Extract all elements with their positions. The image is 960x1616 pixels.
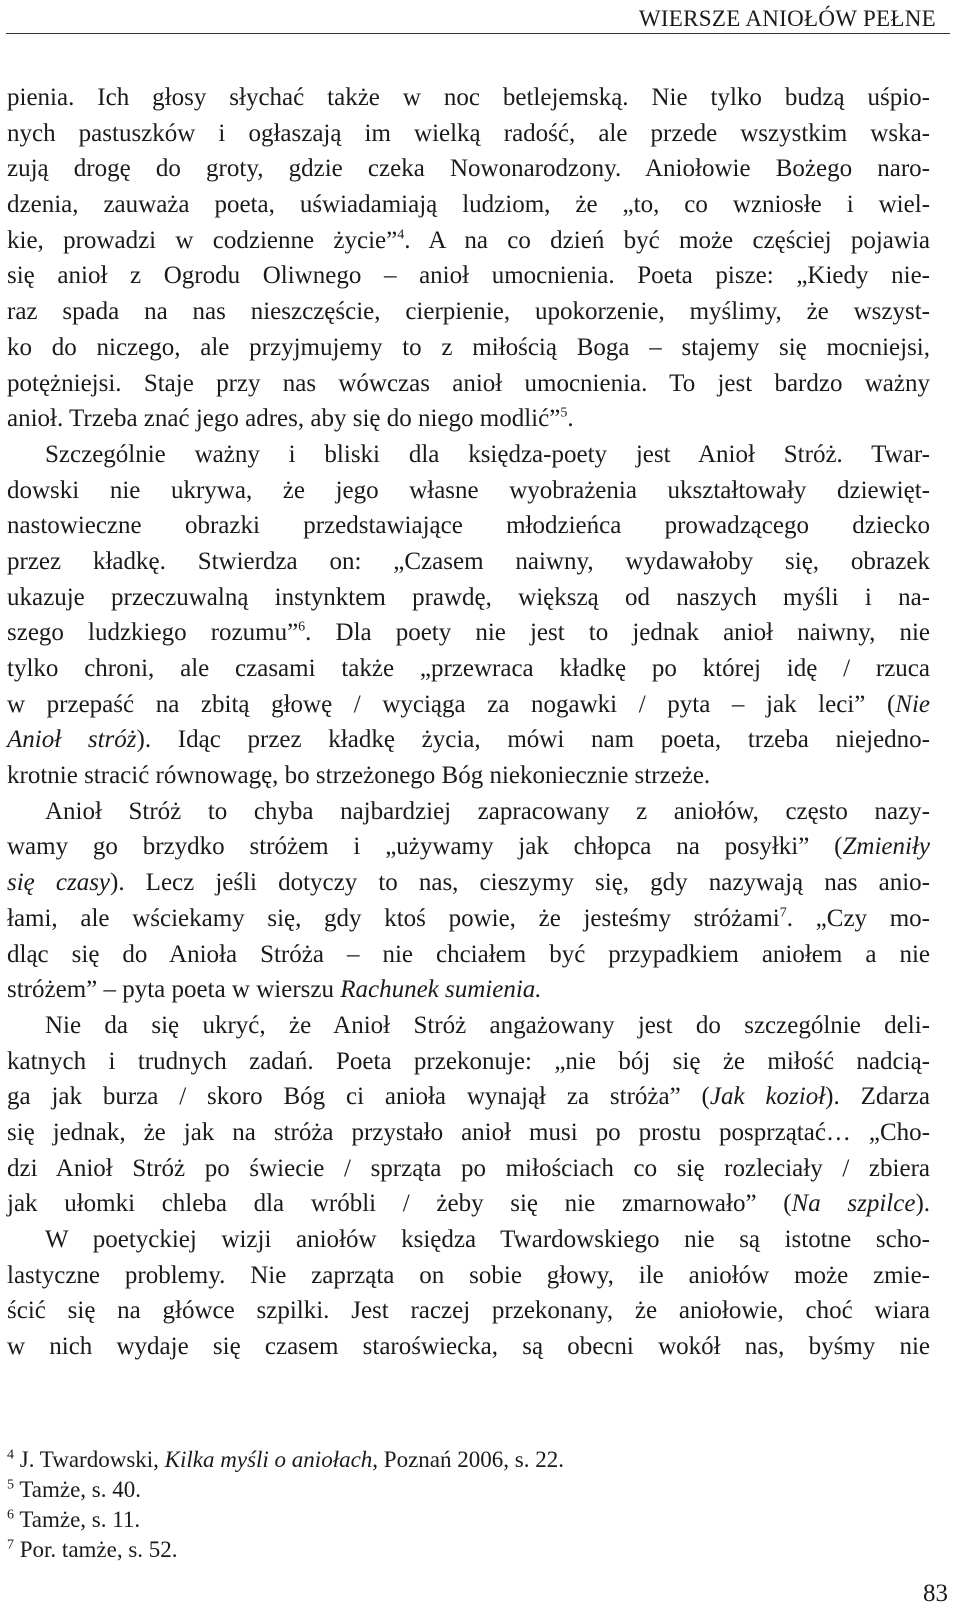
line-text: . A na co dzień być może częściej pojawia bbox=[404, 226, 930, 254]
text-line bbox=[7, 1222, 930, 1258]
line-text: przez kładkę. Stwierdza on: „Czasem naiwny, wydawałoby się, obrazek bbox=[7, 547, 930, 575]
line-text: stróżem” – pyta poeta w wierszu bbox=[7, 976, 341, 1004]
text-line bbox=[7, 1258, 930, 1294]
text-line bbox=[7, 80, 930, 116]
line-text: . „Czy mo- bbox=[786, 904, 931, 932]
running-head-title: WIERSZE ANIOŁÓW PEŁNE bbox=[638, 6, 936, 31]
text-line bbox=[7, 1186, 930, 1222]
text-line bbox=[7, 116, 930, 152]
footnote-text: Por. tamże, s. 52. bbox=[14, 1537, 178, 1562]
text-line bbox=[7, 1115, 930, 1151]
italic-title: Zmieniły bbox=[842, 833, 930, 861]
line-text: raz spada na nas nieszczęście, cierpienie, upokorzenie, myślimy, że wszyst- bbox=[7, 298, 930, 326]
footnote-number: 6 bbox=[7, 1507, 14, 1523]
text-line bbox=[7, 758, 930, 794]
italic-title: Na szpilce bbox=[791, 1190, 916, 1218]
text-line bbox=[7, 865, 930, 901]
line-text: ). bbox=[915, 1190, 931, 1218]
footnote bbox=[7, 1535, 930, 1565]
line-text: dowski nie ukrywa, że jego własne wyobrażenia ukształtowały dziewięt- bbox=[7, 476, 930, 504]
line-text: . bbox=[567, 405, 574, 433]
line-text: Szczególnie ważny i bliski dla księdza-poety jest Anioł Stróż. Twar- bbox=[45, 440, 930, 468]
italic-title: Anioł stróż bbox=[7, 726, 137, 754]
line-text: w przepaść na zbitą głowę / wyciąga za nogawki / pyta – jak leci” ( bbox=[7, 690, 896, 718]
line-text: pienia. Ich głosy słychać także w noc betlejemską. Nie tylko budzą uśpio- bbox=[7, 84, 930, 111]
footnotes bbox=[7, 1445, 930, 1565]
line-text: krotnie stracić równowagę, bo strzeżonego Bóg niekoniecznie strzeże. bbox=[7, 762, 711, 790]
line-text: tylko chroni, ale czasami także „przewraca kładkę po której idę / rzuca bbox=[7, 655, 930, 682]
line-text: ścić się na główce szpilki. Jest raczej przekonany, że aniołowie, choć wiara bbox=[7, 1297, 930, 1325]
footnote-number: 5 bbox=[7, 1477, 14, 1493]
line-text: w nich wydaje się czasem staroświecka, są obecni wokół nas, byśmy nie bbox=[7, 1333, 930, 1361]
line-text: lastyczne problemy. Nie zaprząta on sobie głowy, ile aniołów może zmie- bbox=[7, 1261, 930, 1289]
text-line bbox=[7, 1329, 930, 1365]
text-line bbox=[7, 223, 930, 259]
text-line bbox=[7, 508, 930, 544]
running-head bbox=[0, 0, 960, 36]
footnote-ref: 7 bbox=[779, 905, 787, 921]
footnote-number: 7 bbox=[7, 1537, 14, 1553]
footnote-text: Tamże, s. 11. bbox=[14, 1507, 141, 1532]
italic-title: Kilka myśli o aniołach bbox=[164, 1447, 373, 1472]
italic-title: Jak kozioł bbox=[709, 1083, 826, 1111]
line-text: ). Zdarza bbox=[825, 1083, 930, 1111]
text-line bbox=[7, 615, 930, 651]
line-text: . Dla poety nie jest to jednak anioł naiwny, nie bbox=[305, 619, 931, 647]
text-line bbox=[7, 829, 930, 865]
footnote-text: , Poznań 2006, s. 22. bbox=[372, 1447, 564, 1472]
line-text: katnych i trudnych zadań. Poeta przekonuje: „nie bój się że miłość nadcią- bbox=[7, 1047, 930, 1075]
text-line bbox=[7, 794, 930, 830]
line-text: Nie da się ukryć, że Anioł Stróż angażowany jest do szczególnie deli- bbox=[45, 1011, 930, 1039]
footnote bbox=[7, 1475, 930, 1505]
line-text: nych pastuszków i ogłaszają im wielką radość, ale przede wszystkim wska- bbox=[7, 119, 930, 147]
line-text: dzenia, zauważa poeta, uświadamiają ludziom, że „to, co wzniosłe i wiel- bbox=[7, 191, 930, 219]
line-text: ko do niczego, ale przyjmujemy to z miłością Boga – stajemy się mocniejsi, bbox=[7, 333, 930, 361]
text-line bbox=[7, 1008, 930, 1044]
line-text: szego ludzkiego rozumu” bbox=[7, 619, 299, 647]
italic-title: Rachunek sumienia. bbox=[340, 976, 542, 1004]
line-text: wamy go brzydko stróżem i „używamy jak chłopca na posyłki” ( bbox=[7, 833, 843, 861]
line-text: ). Idąc przez kładkę życia, mówi nam poeta, trzeba niejedno- bbox=[136, 726, 930, 754]
text-line bbox=[7, 1044, 930, 1080]
line-text: ga jak burza / skoro Bóg ci anioła wynajął za stróża” ( bbox=[7, 1083, 710, 1111]
text-line bbox=[7, 580, 930, 616]
footnote bbox=[7, 1445, 930, 1475]
footnote-ref: 6 bbox=[298, 619, 306, 635]
text-line bbox=[7, 437, 930, 473]
text-line bbox=[7, 651, 930, 687]
text-line bbox=[7, 1293, 930, 1329]
footnote-text: Tamże, s. 40. bbox=[14, 1477, 141, 1502]
text-line bbox=[7, 294, 930, 330]
line-text: zują drogę do groty, gdzie czeka Nowonarodzony. Aniołowie Bożego naro- bbox=[7, 155, 930, 183]
footnote-text: J. Twardowski, bbox=[14, 1447, 165, 1472]
italic-title: Nie bbox=[895, 690, 930, 718]
text-line bbox=[7, 937, 930, 973]
text-line bbox=[7, 473, 930, 509]
text-line bbox=[7, 1079, 930, 1115]
text-line bbox=[7, 687, 930, 723]
text-line bbox=[7, 366, 930, 402]
line-text: się anioł z Ogrodu Oliwnego – anioł umocnienia. Poeta pisze: „Kiedy nie- bbox=[7, 262, 930, 290]
line-text: jak ułomki chleba dla wróbli / żeby się nie zmarnowało” ( bbox=[7, 1190, 792, 1218]
text-line bbox=[7, 401, 930, 437]
footnote-ref: 5 bbox=[560, 405, 568, 421]
line-text: łami, ale wściekamy się, gdy ktoś powie, że jesteśmy stróżami bbox=[7, 904, 780, 932]
body-text bbox=[7, 80, 930, 1365]
italic-title: się czasy bbox=[7, 869, 111, 897]
line-text: nastowieczne obrazki przedstawiające młodzieńca prowadzącego dziecko bbox=[7, 512, 930, 540]
header-rule bbox=[6, 33, 950, 34]
text-line bbox=[7, 330, 930, 366]
text-line bbox=[7, 187, 930, 223]
page-number: 83 bbox=[923, 1580, 948, 1607]
text-line bbox=[7, 258, 930, 294]
line-text: kie, prowadzi w codzienne życie” bbox=[7, 226, 398, 254]
text-line bbox=[7, 722, 930, 758]
footnote-number: 4 bbox=[7, 1447, 14, 1463]
line-text: Anioł Stróż to chyba najbardziej zapracowany z aniołów, często nazy- bbox=[45, 797, 930, 825]
line-text: ukazuje przeczuwalną instynktem prawdę, większą od naszych myśli i na- bbox=[7, 583, 930, 611]
line-text: ). Lecz jeśli dotyczy to nas, cieszymy się, gdy nazywają nas anio- bbox=[110, 869, 930, 897]
line-text: dląc się do Anioła Stróża – nie chciałem być przypadkiem aniołem a nie bbox=[7, 940, 930, 968]
text-line bbox=[7, 544, 930, 580]
line-text: anioł. Trzeba znać jego adres, aby się do niego modlić” bbox=[7, 405, 561, 433]
footnote bbox=[7, 1505, 930, 1535]
footnote-ref: 4 bbox=[397, 227, 405, 243]
text-line bbox=[7, 972, 930, 1008]
line-text: się jednak, że jak na stróża przystało anioł musi po prostu posprzątać… „Cho- bbox=[7, 1118, 930, 1146]
text-line bbox=[7, 1151, 930, 1187]
text-line bbox=[7, 901, 930, 937]
line-text: potężniejsi. Staje przy nas wówczas anioł umocnienia. To jest bardzo ważny bbox=[7, 369, 930, 397]
text-line bbox=[7, 151, 930, 187]
line-text: dzi Anioł Stróż po świecie / sprząta po miłościach co się rozleciały / zbiera bbox=[7, 1154, 930, 1182]
line-text: W poetyckiej wizji aniołów księdza Twardowskiego nie są istotne scho- bbox=[45, 1226, 930, 1253]
